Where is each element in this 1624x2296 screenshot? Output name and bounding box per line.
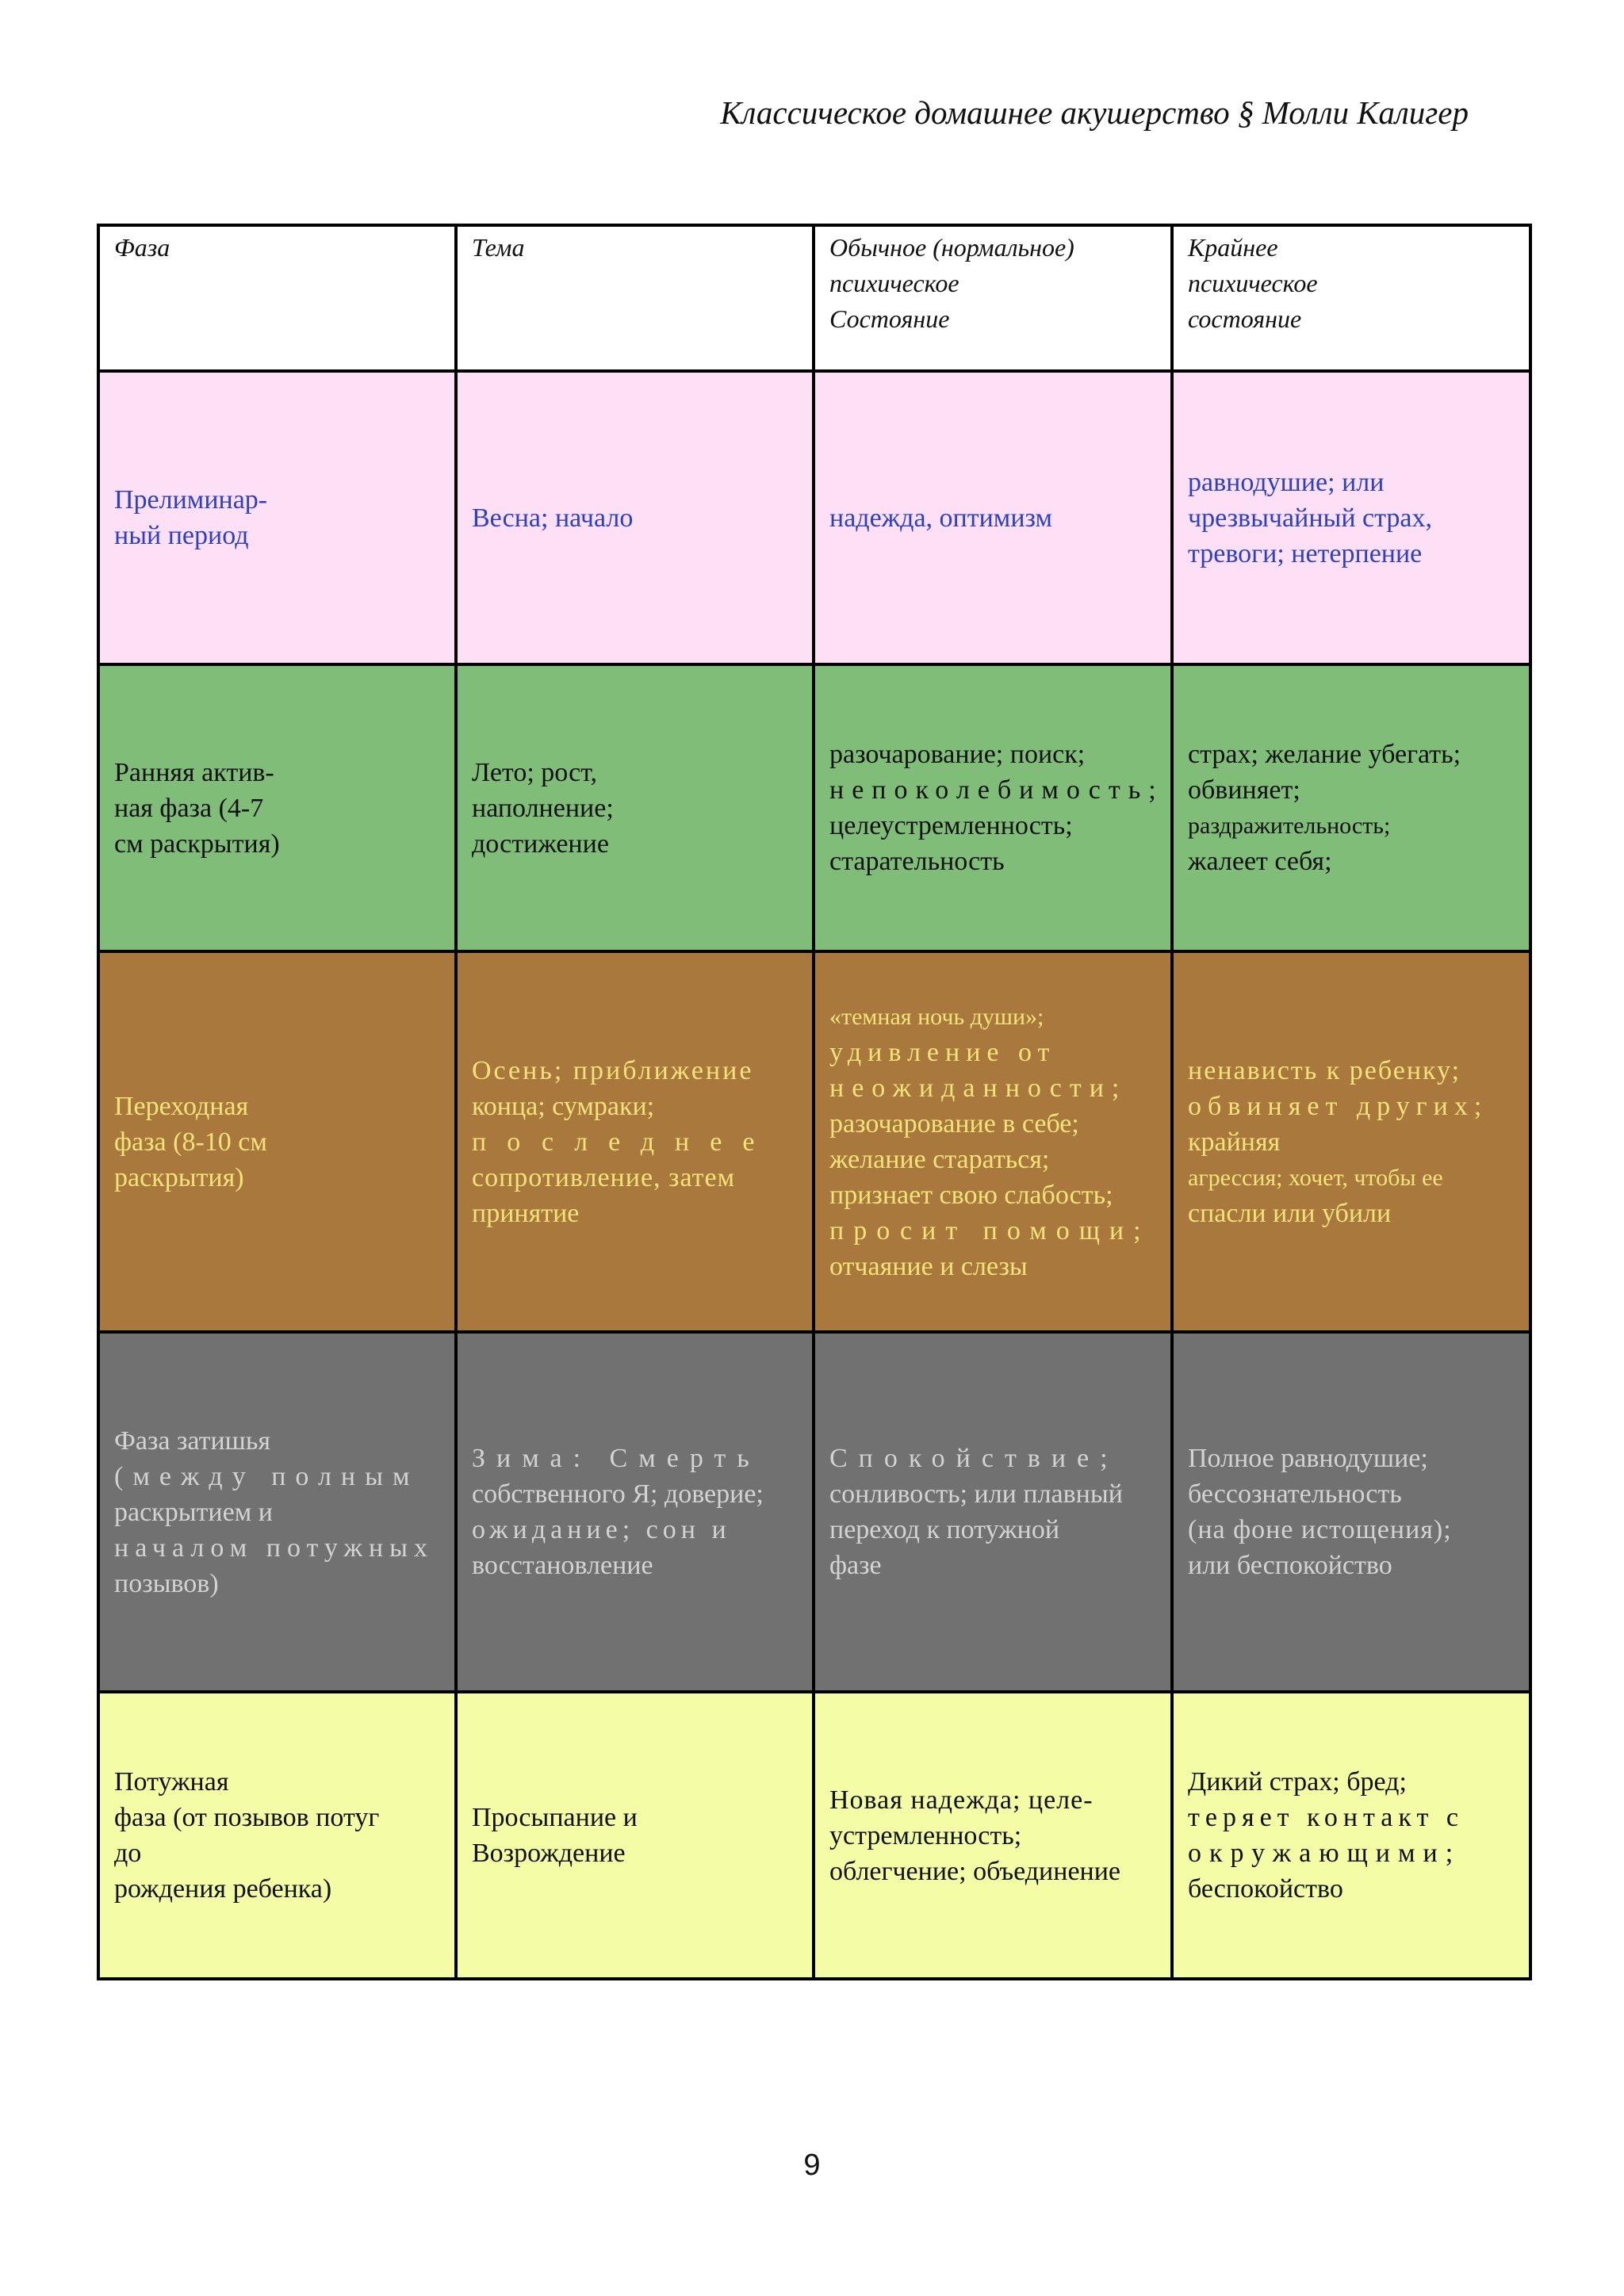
cell-theme: Просыпание и Возрождение xyxy=(456,1692,814,1979)
table-row-preliminary xyxy=(98,371,1530,664)
header-normal-state: Обычное (нормальное) психическое Состояние xyxy=(814,225,1172,371)
cell-extreme-state: ненависть к ребенку; обвиняет других; крайняя агрессия; хочет, чтобы ее спасли или убили xyxy=(1172,951,1530,1332)
header-phase: Фаза xyxy=(98,225,456,371)
cell-theme: Зима: Смерть собственного Я; доверие; ожидание; сон и восстановление xyxy=(456,1332,814,1692)
cell-extreme-state: Полное равнодушие; бессознательность (на фоне истощения); или беспокойство xyxy=(1172,1332,1530,1692)
cell-normal-state: разочарование; поиск; непоколебимость; целеустремленность; старательность xyxy=(814,664,1172,951)
cell-theme: Весна; начало xyxy=(456,371,814,664)
cell-extreme-state: Дикий страх; бред; теряет контакт с окружающими; беспокойство xyxy=(1172,1692,1530,1979)
running-header: Классическое домашнее акушерство § Молли Калигер xyxy=(720,94,1469,131)
page-number: 9 xyxy=(803,2149,821,2182)
table-row-pushing xyxy=(98,1692,1530,1979)
table-row-early-active xyxy=(98,664,1530,951)
header-extreme-state: Крайнее психическое состояние xyxy=(1172,225,1530,371)
cell-extreme-state: равнодушие; или чрезвычайный страх, тревоги; нетерпение xyxy=(1172,371,1530,664)
labor-phases-table xyxy=(97,224,1532,1980)
table-row-calm xyxy=(98,1332,1530,1692)
cell-phase: Потужная фаза (от позывов потуг до рождения ребенка) xyxy=(98,1692,456,1979)
cell-extreme-state: страх; желание убегать; обвиняет; раздражительность; жалеет себя; xyxy=(1172,664,1530,951)
cell-normal-state: Спокойствие; сонливость; или плавный переход к потужной фазе xyxy=(814,1332,1172,1692)
cell-normal-state: надежда, оптимизм xyxy=(814,371,1172,664)
cell-phase: Фаза затишья (между полным раскрытием и началом потужных позывов) xyxy=(98,1332,456,1692)
table-row-transition xyxy=(98,951,1530,1332)
cell-phase: Переходная фаза (8-10 см раскрытия) xyxy=(98,951,456,1332)
cell-normal-state: Новая надежда; целе- устремленность; облегчение; объединение xyxy=(814,1692,1172,1979)
cell-theme: Осень; приближение конца; сумраки; последнее сопротивление, затем принятие xyxy=(456,951,814,1332)
cell-phase: Ранняя актив- ная фаза (4-7 см раскрытия) xyxy=(98,664,456,951)
cell-theme: Лето; рост, наполнение; достижение xyxy=(456,664,814,951)
header-theme: Тема xyxy=(456,225,814,371)
cell-normal-state: «темная ночь души»; удивление от неожиданности; разочарование в себе; желание стараться; признает свою слабость; просит помощи; отчаяние и слезы xyxy=(814,951,1172,1332)
table-header-row xyxy=(98,225,1530,371)
cell-phase: Прелиминар- ный период xyxy=(98,371,456,664)
